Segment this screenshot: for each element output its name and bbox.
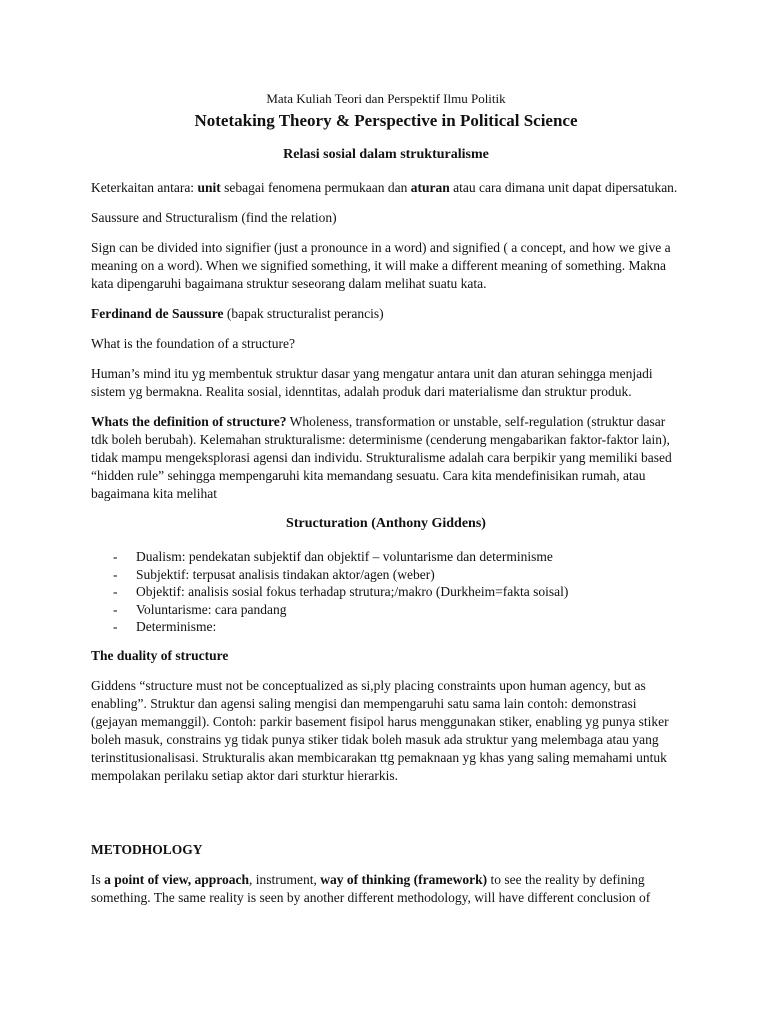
paragraph-giddens: Giddens “structure must not be conceptualized as si,ply placing constraints upon human agency, but as enabling”. Struktur dan agensi saling mengisi dan mempengaruhi satu sama lain contoh: demonstrasi (gejayan memanggil). Contoh: parkir basement fisipol harus menggunakan stiker, enabling yg punya stiker boleh masuk, constrains yg tidak punya stiker tidak boleh masuk ada struktur yang melembaga atau yang terinstitusionalisasi. Strukturalis akan membicarakan ttg pemaknaan yg khas yang saling memahami untuk mempolakan perilaku setiap aktor dari sturktur hierarkis. [91, 677, 669, 783]
dash-bullet: - [113, 549, 118, 564]
bold-term-unit: unit [197, 180, 221, 195]
list-item-text: Subjektif: terpusat analisis tindakan aktor/agen (weber) [136, 566, 435, 582]
heading-metodhology [91, 841, 681, 859]
dash-bullet: - [113, 601, 118, 617]
bold-term-way-of-thinking: way of thinking (framework) [320, 871, 488, 887]
paragraph-sign: Sign can be divided into signifier (just a pronounce in a word) and signified ( a concept, and how we give a meaning on a word). When we signified something, it will make a different meaning of something. Makna kata dipengaruhi bagaimana struktur seseorang dalam melihat suatu kata. [91, 240, 671, 291]
text-run: to see the reality by defining something. The same reality is seen by another different methodology, will have different conclusion of [91, 871, 651, 905]
paragraph-methodology [91, 871, 681, 907]
bold-subheading: The duality of structure [91, 647, 229, 663]
text-run: atau cara dimana unit dapat dipersatukan. [449, 180, 678, 195]
structuration-list [91, 548, 681, 636]
paragraph-saussure-structuralism: Saussure and Structuralism (find the relation) [91, 210, 337, 225]
list-item [91, 601, 681, 619]
bold-term-ferdinand: Ferdinand de Saussure [91, 306, 224, 321]
document-title: Notetaking Theory & Perspective in Political Science [194, 111, 578, 130]
list-item [91, 566, 681, 584]
dash-bullet: - [113, 566, 118, 582]
section-heading-structuration: Structuration (Anthony Giddens) [286, 516, 486, 531]
dash-bullet: - [113, 584, 118, 599]
list-item-text: Dualism: pendekatan subjektif dan objektif – voluntarisme dan determinisme [136, 549, 553, 564]
bold-term-point-of-view: a point of view, approach [104, 871, 250, 887]
dash-bullet: - [113, 619, 118, 634]
text-run: sebagai fenomena permukaan dan [220, 180, 411, 195]
bold-term-aturan: aturan [410, 180, 450, 195]
text-run: (bapak structuralist perancis) [223, 306, 384, 321]
list-item [91, 583, 681, 601]
list-item-text: Objektif: analisis sosial fokus terhadap strutura;/makro (Durkheim=fakta soisal) [136, 584, 569, 599]
paragraph-humans-mind: Human’s mind itu yg membentuk struktur dasar yang mengatur antara unit dan aturan sehingga menjadi sistem yg bermakna. Realita sosial, idenntitas, adalah produk dari materialisme dan struktur produk. [91, 366, 653, 399]
bold-heading: METODHOLOGY [91, 841, 203, 857]
document-content [91, 90, 681, 919]
course-name: Mata Kuliah Teori dan Perspektif Ilmu Politik [266, 91, 506, 106]
text-run: Keterkaitan antara: [91, 180, 198, 195]
bold-term-definition: Whats the definition of structure? [91, 414, 287, 429]
subheading-duality [91, 647, 681, 665]
paragraph-ferdinand [91, 305, 681, 323]
paragraph-keterkaitan [91, 179, 681, 197]
list-item-text: Determinisme: [136, 619, 217, 634]
text-run: Is [91, 871, 105, 887]
paragraph-foundation-question: What is the foundation of a structure? [91, 336, 295, 351]
section-heading-relasi: Relasi sosial dalam strukturalisme [283, 147, 489, 162]
list-item [91, 548, 681, 566]
list-item-text: Voluntarisme: cara pandang [136, 601, 287, 617]
blank-space [91, 797, 681, 841]
text-run: , instrument, [249, 871, 321, 887]
text-run: Wholeness, transformation or unstable, self-regulation (struktur dasar tdk boleh berubah). Kelemahan strukturalisme: determinisme (cenderung mengabarikan faktor-faktor lain), tidak mampu mengeksplorasi agensi dan individu. Strukturalisme adalah cara berpikir yang memiliki based “hidden rule” sehingga mempengaruhi kita memandang sesuatu. Cara kita mendefinisikan rumah, atau bagaimana kita melihat [91, 414, 672, 501]
paragraph-definition-structure [91, 413, 681, 503]
list-item [91, 618, 681, 636]
